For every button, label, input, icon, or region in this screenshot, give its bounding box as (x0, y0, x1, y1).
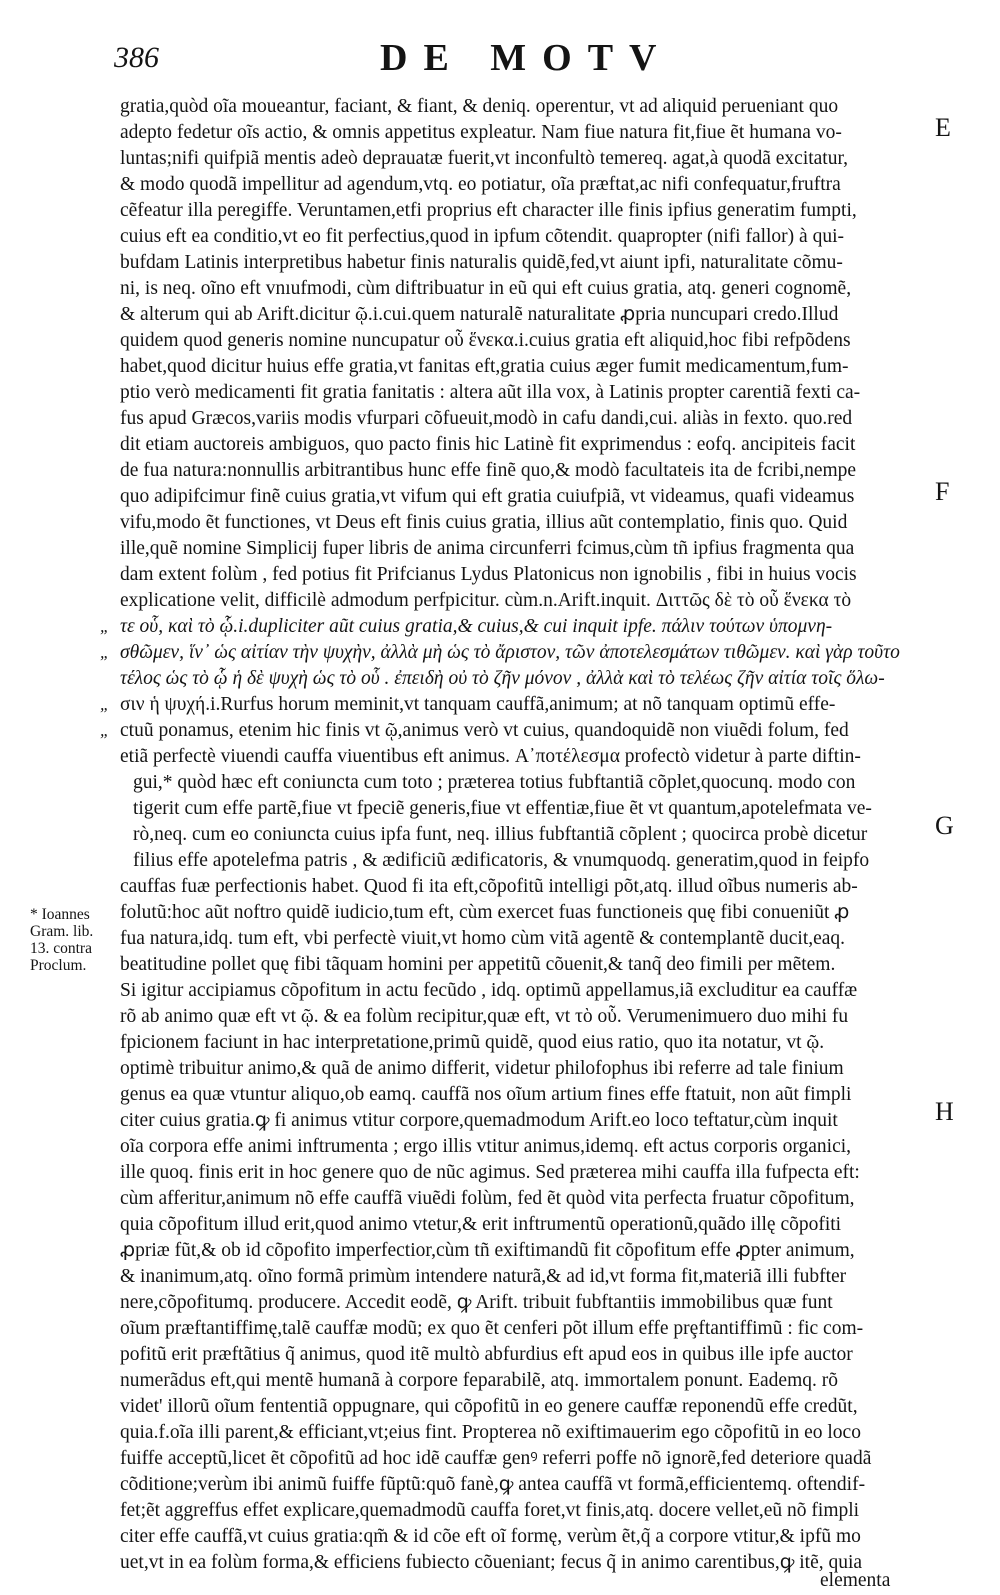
text-line: cõditione;verùm ibi animũ fuiffe fũptũ:quõ fanè,ꝙ antea cauffã vt formã,efficientemq. oftendif- (120, 1474, 866, 1495)
text-line: fet;ẽt aggreffus effet explicare,quemadmodũ cauffa foret,vt finis,atq. docere vellet,eũ nõ fimpli (120, 1500, 860, 1521)
text-line: numerãdus eft,qui mentẽ humanã à corpore feparabilẽ, atq. immortalem ponunt. Eademq. rõ (120, 1370, 838, 1391)
text-line: citer cuius gratia.ꝙ fi animus vtitur corpore,quemadmodum Arift.eo loco teftatur,cùm inquit (120, 1110, 838, 1131)
text-line: ni, is neq. oĩno eft vnıufmodi, cùm diftribuatur in eũ qui eft cuius gratia, atq. generi cognomẽ, (120, 278, 852, 299)
text-line: adepto fedetur oĩs actio, & omnis appetitus expleatur. Nam fiue natura fit,fiue ẽt humana vo- (120, 122, 842, 143)
text-line: cuius eft ea conditio,vt eo fit perfectius,quod in ipfum cõtendit. quapropter (nifi fallor) à qui- (120, 226, 844, 247)
quote-mark: „ (100, 643, 110, 662)
text-line: beatitudine pollet quę fibi tãquam homini per appetitũ cõuenit,& tanq̃ deo fimili per mẽtem. (120, 954, 836, 975)
text-line: σιν ἡ ψυχή.i.Rurfus horum meminit,vt tanquam cauffã,animum; at nõ tanquam optimũ effe- (120, 694, 836, 715)
quote-mark: „ (100, 617, 110, 636)
text-line: gui,* quòd hæc eft coniuncta cum toto ; præterea totius fubftantiã cõplet,quocunq. modo con (133, 772, 856, 793)
text-line: nere,cõpofitumq. producere. Accedit eodẽ, ꝙ Arift. tribuit fubftantiis immobilibus quæ funt (120, 1292, 833, 1313)
text-line: fus apud Græcos,variis modis vfurpari cõfueuit,modò in cafu dandi,cui. aliàs in fexto. quo.red (120, 408, 853, 429)
page-number: 386 (114, 41, 159, 74)
side-note (30, 906, 122, 974)
text-line: rõ ab animo quæ eft vt ῷ. & ea folùm recipitur,quæ eft, vt τὸ οὗ. Verumenimuero duo mihi fu (120, 1006, 849, 1027)
text-line: & alterum qui ab Arift.dicitur ῷ.i.cui.quem naturalẽ naturalitate ꝓpria nuncupari credo.Illud (120, 304, 839, 325)
text-line: quia cõpofitum illud erit,quod animo vtetur,& erit inftrumentũ operationũ,quãdo illę cõpofiti (120, 1214, 842, 1235)
text-line: rò,neq. cum eo coniuncta cuius ipfa funt, neq. illius fubftantiã cõplent ; quocirca probè dicetur (133, 824, 868, 845)
text-line: etiã perfectè viuendi cauffa viuentibus eft animus. Α᾽ποτέλεσμα profectò videtur à parte diftin- (120, 746, 861, 767)
side-note-line: Proclum. (30, 957, 87, 974)
catchword: elementa (820, 1570, 891, 1591)
text-line: & inanimum,atq. oĩno formã primùm intendere naturã,& ad id,vt forma fit,materiã illi fubfter (120, 1266, 847, 1287)
text-line: optimè tribuitur animo,& quã de animo differit, videtur philofophus ibi referre ad tale finium (120, 1058, 844, 1079)
running-head: DE MOTV (380, 37, 673, 79)
text-line: filius effe apotelefma patris , & ædificiũ ædificatoris, & vnumquodq. generatim,quod in feipfo (133, 850, 870, 871)
text-line: vifu,modo ẽt functiones, vt Deus eft finis cuius gratia, illius aũt contemplatio, finis quo. Quid (120, 512, 848, 533)
text-line: citer effe cauffã,vt cuius gratia:qm̃ & id cõe eft oĩ formę, verùm ẽt,q̃ a corpore vtitur,& ipfũ mo (120, 1526, 861, 1547)
text-line: τέλος ὡς τὸ ᾧ ἡ δὲ ψυχὴ ὡς τὸ οὗ . ἐπειδὴ οὐ τὸ ζῆν μόνον , ἀλλὰ καὶ τὸ τελέως ζῆν αἰτία τοῖς ὅλω- (120, 668, 885, 689)
text-line: oĩa corpora effe animi inftrumenta ; ergo illis vtitur animus,idemq. eft actus corporis organici, (120, 1136, 852, 1157)
text-line: cauffas fuæ perfectionis habet. Quod fi ita eft,cõpofitũ intelligi põt,atq. illud oĩbus numeris ab- (120, 876, 858, 897)
margin-letter-h: H (935, 1097, 954, 1126)
text-line: ꝓpriæ fũt,& ob id cõpofito imperfectior,cùm tñ exiftimandũ fit cõpofitum effe ꝓpter animum, (120, 1240, 855, 1261)
text-line: ptio verò medicamenti fit gratia fanitatis : altera aũt illa vox, à Latinis propter carentiã fexti ca- (120, 382, 861, 403)
margin-letter-e: E (935, 113, 951, 142)
text-line: oĩum præftantiffimę,talẽ cauffæ modũ; ex quo ẽt cenferi põt illum effe prȩftantiffimũ : fic com- (120, 1318, 864, 1339)
quote-mark: „ (100, 721, 110, 740)
margin-letter-g: G (935, 811, 954, 840)
text-line: Si igitur accipiamus cõpofitum in actu fecũdo , idq. optimũ appellamus,iã excluditur ea cauffæ (120, 980, 858, 1001)
side-note-line: 13. contra (30, 940, 92, 957)
side-note-line: Gram. lib. (30, 923, 94, 940)
text-line: & modo quodã impellitur ad agendum,vtq. eo potiatur, oĩa præftat,ac nifi confequatur,fruftra (120, 174, 841, 195)
text-line: genus ea quæ vtuntur aliquo,ob eamq. cauffã nos oĩum artium fines effe ftatuit, non aũt fimpli (120, 1084, 852, 1105)
text-line: luntas;nifi quifpiã mentis adeò deprauatæ fuerit,vt inconfultò temereq. agat,à quodã excitatur, (120, 148, 849, 169)
text-line: bufdam Latinis interpretibus habetur finis naturalis quidẽ,fed,vt aiunt ipfi, naturalitate cõmu- (120, 252, 843, 273)
text-line: habet,quod dicitur huius effe gratia,vt fanitas eft,gratia cuius æger fumit medicamentum,fum- (120, 356, 849, 377)
text-line: quia.f.oĩa illi parent,& efficiant,vt;eius fint. Propterea nõ exiftimauerim ego cõpofitũ in eo loco (120, 1422, 861, 1443)
text-line: folutũ:hoc aũt noftro quidẽ iudicio,tum eft, cùm exercet fuas functioneis quę fibi conueniũt ꝓ (120, 902, 850, 923)
text-line: σθῶμεν, ἵν᾽ ὡς αἰτίαν τὴν ψυχὴν, ἀλλὰ μὴ ὡς τὸ ἄριστον, τῶν ἀποτελεσμάτων τιθῶμεν. καὶ γὰρ τοῦτο (120, 642, 900, 663)
text-line: uet,vt in ea folùm forma,& efficiens fubiecto cõueniant; fecus q̃ in animo carentibus,ꝙ itẽ, quia (120, 1552, 863, 1573)
margin-letter-f: F (935, 477, 950, 506)
text-line: fuiffe acceptũ,licet ẽt cõpofitũ ad hoc idẽ cauffæ genꝰ referri poffe nõ ignorẽ,fed deteriore quadã (120, 1448, 872, 1469)
text-line: gratia,quòd oĩa moueantur, faciant, & fiant, & deniq. operentur, vt ad aliquid perueniant quo (120, 96, 839, 117)
text-line: dam extent folùm , fed potius fit Prifcianus Lydus Platonicus non ignobilis , fibi in huius vocis (120, 564, 857, 585)
text-line: cùm afferitur,animum nõ effe cauffã viuẽdi folùm, fed ẽt quòd vita perfecta fruatur cõpofitum, (120, 1188, 855, 1209)
text-line: quidem quod generis nomine nuncupatur οὗ ἕνεκα.i.cuius gratia eft aliquid,hoc fibi refpõdens (120, 330, 851, 351)
text-line: videt' illorũ oĩum fententiã oppugnare, qui cõpofitũ in eo genere cauffæ reponendũ effe credũt, (120, 1396, 858, 1417)
text-line: ille quoq. finis erit in hoc genere quo de nũc agimus. Sed præterea mihi cauffa illa fufpecta eft: (120, 1162, 860, 1183)
text-line: cẽfeatur illa peregiffe. Veruntamen,etfi proprius eft character ille finis ipfius generatim fumpti, (120, 200, 857, 221)
side-note-line: * Ioannes (30, 906, 90, 923)
text-line: quo adipifcimur finẽ cuius gratia,vt vifum qui eft gratia cuiufpiã, vt videamus, quafi videamus (120, 486, 855, 507)
text-line: τε οὗ, καὶ τὸ ᾧ.i.dupliciter aũt cuius gratia,& cuius,& cui inquit ipfe. πάλιν τούτων ὑπομνη- (120, 616, 833, 637)
text-line: fpicionem faciunt in hac interpretatione,primũ quidẽ, quod eius ratio, quo ita notatur, vt ῷ. (120, 1032, 825, 1053)
text-line: ctuũ ponamus, etenim hic finis vt ῷ,animus verò vt cuius, quandoquidẽ non viuẽdi folum, fed (120, 720, 849, 741)
text-line: ille,quẽ nomine Simplicij fuper libris de anima circunferri fcimus,cùm tñ ipfius fragmenta qua (120, 538, 855, 559)
text-line: dit etiam auctoreis ambiguos, quo pacto finis hic Latinè fit exprimendus : eofq. ancipiteis facit (120, 434, 856, 455)
text-line: pofitũ erit præftãtius q̃ animus, quod itẽ multò abfurdius eft apud eos in quibus ille ipfe auctor (120, 1344, 853, 1365)
text-line: tigerit cum effe partẽ,fiue vt fpeciẽ generis,fiue vt effentiæ,fiue ẽt vt quantum,apotelefmata ve- (133, 798, 872, 819)
text-line: explicatione velit, difficilè admodum perfpicitur. cùm.n.Arift.inquit. Διττῶς δὲ τὸ οὗ ἕνεκα τὸ (120, 590, 852, 611)
text-line: fua natura,idq. tum eft, vbi perfectè viuit,vt homo cùm vitã agentẽ & contemplantẽ ducit,eaq. (120, 928, 846, 949)
quote-mark: „ (100, 695, 110, 714)
text-line: de fua natura:nonnullis arbitrantibus hunc effe finẽ quo,& modò facultateis ita de fcribi,nempe (120, 460, 857, 481)
